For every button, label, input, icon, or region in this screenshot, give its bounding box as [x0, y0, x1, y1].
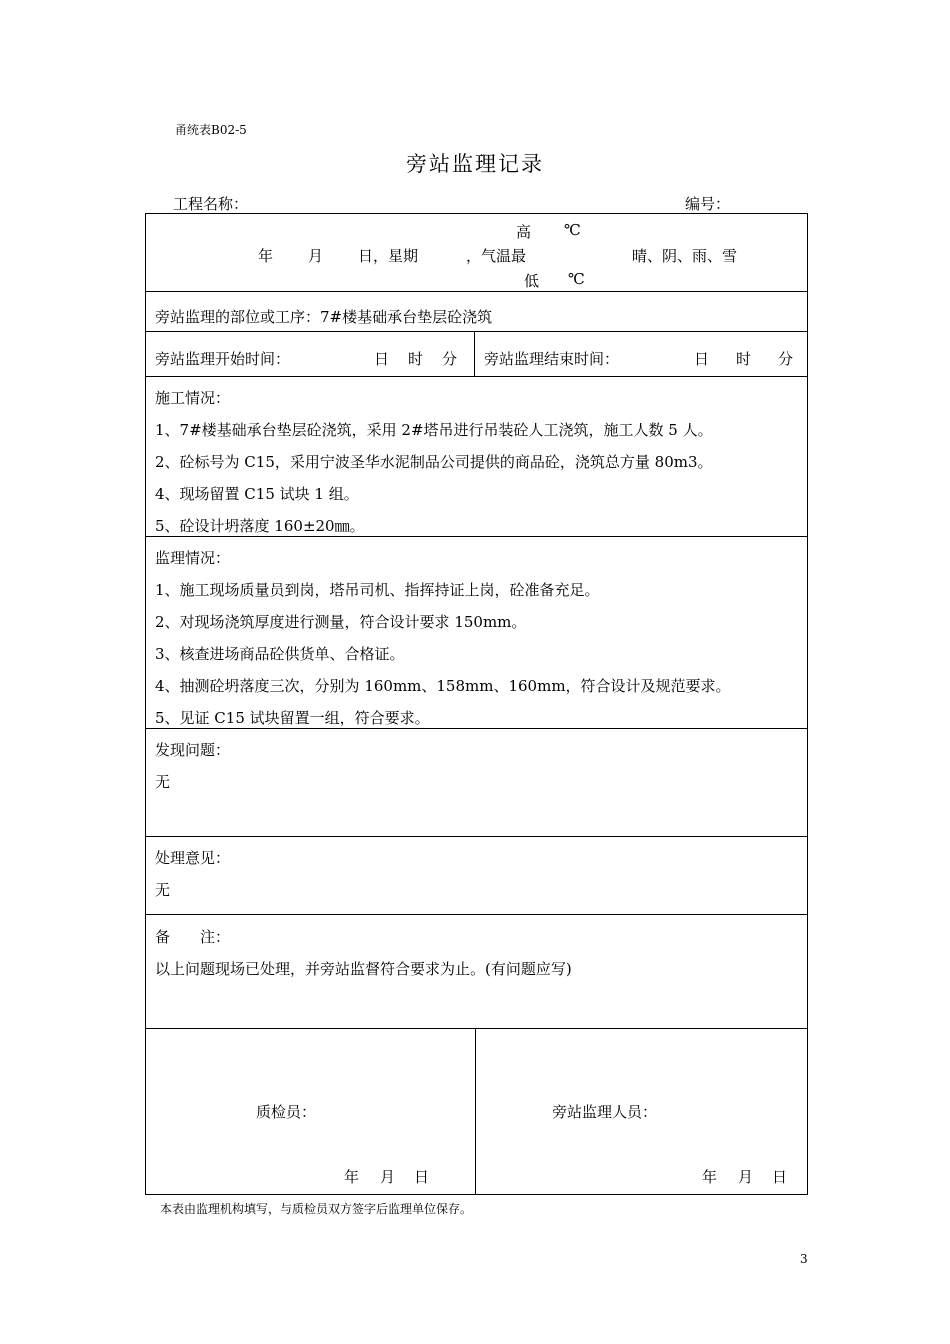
temp-high-label: 高: [516, 223, 532, 241]
start-day: 日: [374, 350, 390, 368]
supervisor-day: 日: [772, 1168, 788, 1186]
problems-heading: 发现问题：: [155, 741, 231, 759]
end-day: 日: [694, 350, 710, 368]
divider: [146, 836, 807, 837]
supervisor-label: 旁站监理人员：: [552, 1103, 658, 1121]
end-hour: 时: [736, 350, 752, 368]
opinion-heading: 处理意见：: [155, 849, 231, 867]
divider: [475, 1028, 476, 1194]
inspector-day: 日: [414, 1168, 430, 1186]
supervision-item: 2、对现场浇筑厚度进行测量，符合设计要求 150mm。: [155, 613, 527, 631]
end-minute: 分: [778, 350, 794, 368]
divider: [146, 376, 807, 377]
supervision-heading: 监理情况：: [155, 549, 231, 567]
supervision-item: 3、核查进场商品砼供货单、合格证。: [155, 645, 405, 663]
start-time-label: 旁站监理开始时间：: [155, 350, 291, 368]
divider: [146, 291, 807, 292]
inspector-label: 质检员：: [256, 1103, 317, 1121]
inspector-month: 月: [380, 1168, 396, 1186]
temp-low-label: 低: [524, 272, 540, 290]
end-time-label: 旁站监理结束时间：: [484, 350, 620, 368]
start-hour: 时: [408, 350, 424, 368]
construction-heading: 施工情况：: [155, 389, 231, 407]
weather-options: 晴、阴、雨、雪: [632, 247, 738, 265]
supervision-item: 4、抽测砼坍落度三次，分别为 160mm、158mm、160mm，符合设计及规范要求。: [155, 677, 731, 695]
location-row: 旁站监理的部位或工序：7#楼基础承台垫层砼浇筑: [155, 308, 493, 326]
date-month: 月: [308, 247, 324, 265]
construction-item: 2、砼标号为 C15，采用宁波圣华水泥制品公司提供的商品砼，浇筑总方量 80m3。: [155, 453, 713, 471]
construction-item: 5、砼设计坍落度 160±20㎜。: [155, 517, 365, 535]
problems-content: 无: [155, 773, 171, 791]
construction-item: 4、现场留置 C15 试块 1 组。: [155, 485, 359, 503]
page-title: 旁站监理记录: [406, 152, 544, 176]
supervision-item: 1、施工现场质量员到岗，塔吊司机、指挥持证上岗，砼准备充足。: [155, 581, 600, 599]
divider: [474, 331, 475, 376]
footnote: 本表由监理机构填写，与质检员双方签字后监理单位保存。: [160, 1202, 473, 1216]
date-day-weekday: 日，星期: [358, 247, 419, 265]
project-name-label: 工程名称：: [173, 195, 249, 213]
divider: [146, 536, 807, 537]
divider: [146, 1028, 807, 1029]
number-label: 编号：: [685, 195, 731, 213]
construction-item: 1、7#楼基础承台垫层砼浇筑，采用 2#塔吊进行吊装砼人工浇筑，施工人数 5 人。: [155, 421, 713, 439]
divider: [146, 914, 807, 915]
remarks-content: 以上问题现场已处理，并旁站监督符合要求为止。(有问题应写): [155, 960, 572, 978]
divider: [146, 728, 807, 729]
start-minute: 分: [442, 350, 458, 368]
inspector-year: 年: [344, 1168, 360, 1186]
divider: [146, 331, 807, 332]
remarks-heading: 备 注：: [155, 928, 231, 946]
opinion-content: 无: [155, 881, 171, 899]
date-year: 年: [258, 247, 274, 265]
temp-high-unit: ℃: [564, 221, 581, 239]
temp-label: ，气温最: [466, 247, 527, 265]
page-number: 3: [800, 1252, 808, 1266]
record-table: [145, 213, 808, 1195]
supervisor-month: 月: [738, 1168, 754, 1186]
form-code: 甬统表B02-5: [175, 123, 247, 137]
supervision-item: 5、见证 C15 试块留置一组，符合要求。: [155, 709, 430, 727]
supervisor-year: 年: [702, 1168, 718, 1186]
temp-low-unit: ℃: [568, 270, 585, 288]
